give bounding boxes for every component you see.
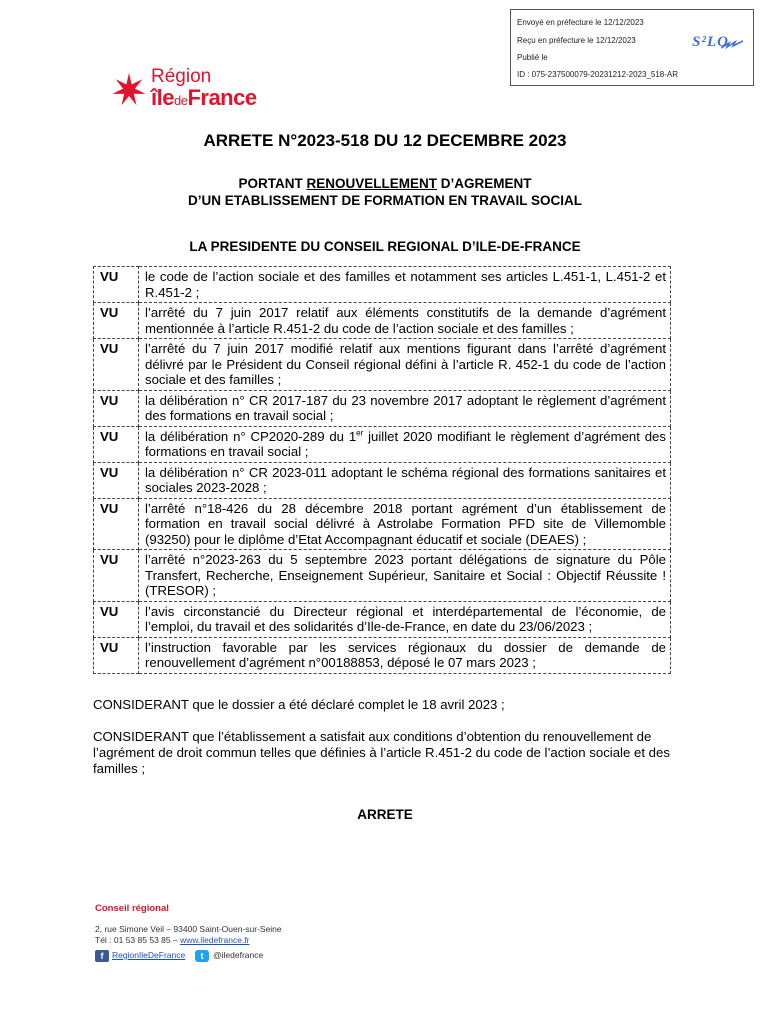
twitter-handle[interactable]: @iledefrance xyxy=(213,950,264,960)
vu-text xyxy=(139,426,671,462)
star-icon xyxy=(111,72,147,108)
considerant-1: CONSIDERANT que le dossier a été déclaré complet le 18 avril 2023 ; xyxy=(93,697,505,712)
facebook-icon[interactable]: f xyxy=(95,950,109,962)
vu-text: le code de l’action sociale et des familles et notamment ses articles L.451-1, L.451-2 et R.451-2 ; xyxy=(139,267,671,303)
vu-label: VU xyxy=(94,637,139,673)
vu-row xyxy=(94,498,671,550)
vu-row xyxy=(94,339,671,391)
president-heading: LA PRESIDENTE DU CONSEIL REGIONAL D’ILE-DE-FRANCE xyxy=(189,239,581,254)
facebook-link[interactable]: RegionIleDeFrance xyxy=(112,950,186,960)
stamp-received-date: Reçu en préfecture le 12/12/2023 xyxy=(517,36,636,45)
stamp-id: ID : 075-237500079-20231212-2023_518-AR xyxy=(517,70,679,79)
logo-france: France xyxy=(187,85,257,110)
slo-logo-swoosh xyxy=(721,40,743,50)
twitter-icon[interactable]: t xyxy=(195,950,209,962)
vu-row xyxy=(94,303,671,339)
subtitle-line-2: D’UN ETABLISSEMENT DE FORMATION EN TRAVAIL SOCIAL xyxy=(188,193,582,208)
vu-text: l’arrêté du 7 juin 2017 relatif aux éléments constitutifs de la demande d’agrément mentionnée à l’article R.451-2 du code de l’action sociale et des familles ; xyxy=(139,303,671,339)
vu-label: VU xyxy=(94,339,139,391)
vu-row xyxy=(94,426,671,462)
vu-label: VU xyxy=(94,267,139,303)
footer-tel: Tél : 01 53 85 53 85 – xyxy=(95,935,181,945)
vu-row xyxy=(94,267,671,303)
vu-text: la délibération n° CR 2023-011 adoptant le schéma régional des formations sanitaires et sociales 2023-2028 ; xyxy=(139,462,671,498)
vu-text: l’instruction favorable par les services régionaux du dossier de demande de renouvellement d’agrément n°00188853, déposé le 07 mars 2023 ; xyxy=(139,637,671,673)
logo-idf-text xyxy=(151,85,257,111)
prefecture-stamp xyxy=(510,9,754,86)
vu-text: l’arrêté n°18-426 du 28 décembre 2018 portant agrément d’un établissement de formation en travail social délivré à Astrolabe Formation PFD site de Villemomble (93250) pour le diplôme d’Etat Accompagnant éducatif et sociale (DEAES) ; xyxy=(139,498,671,550)
arrete-heading: ARRETE xyxy=(357,807,413,822)
vu-text: l’arrêté n°2023-263 du 5 septembre 2023 portant délégations de signature du Pôle Transfert, Recherche, Enseignement Supérieur, Sanitaire et Social : Objectif Réussite ! (TRESOR) ; xyxy=(139,550,671,602)
subtitle-part1: PORTANT xyxy=(238,176,307,191)
region-logo xyxy=(111,68,301,118)
logo-de: de xyxy=(173,93,188,108)
vu-label: VU xyxy=(94,426,139,462)
considerant-2: CONSIDERANT que l’établissement a satisfait aux conditions d’obtention du renouvellement de l’agrément de droit commun telles que définies à l’article R.451-2 du code de l’action sociale et des familles ; xyxy=(93,729,670,776)
vu-text: l’avis circonstancié du Directeur régional et interdépartemental de l’économie, de l’emploi, du travail et des solidarités d’Ile-de-France, en date du 23/06/2023 ; xyxy=(139,601,671,637)
footer-title: Conseil régional xyxy=(95,903,169,914)
footer-address: 2, rue Simone Veil – 93400 Saint-Ouen-sur-Seine xyxy=(95,924,282,934)
slo-logo: S²LO xyxy=(692,34,729,50)
subtitle-part2: D’AGREMENT xyxy=(437,176,532,191)
subtitle-underlined: RENOUVELLEMENT xyxy=(306,176,437,191)
vu-row xyxy=(94,550,671,602)
vu-text: la délibération n° CR 2017-187 du 23 novembre 2017 adoptant le règlement d’agrément des formations en travail social ; xyxy=(139,390,671,426)
vu-table xyxy=(93,266,671,674)
logo-region-text: Région xyxy=(151,66,212,87)
vu-row xyxy=(94,601,671,637)
vu-label: VU xyxy=(94,601,139,637)
logo-ile: île xyxy=(151,85,174,110)
footer-contact xyxy=(95,935,282,946)
footer-address-block xyxy=(95,924,282,946)
vu-row xyxy=(94,462,671,498)
stamp-sent-date: Envoyé en préfecture le 12/12/2023 xyxy=(517,18,644,27)
vu5-sup: er xyxy=(356,428,364,438)
vu-label: VU xyxy=(94,303,139,339)
vu5-rest: juillet 2020 modifiant le règlement d’agrément des formations en travail social ; xyxy=(145,428,666,459)
vu5-start: la délibération n° CP2020-289 du 1 xyxy=(145,428,357,444)
footer-website-link[interactable]: www.iledefrance.fr xyxy=(180,935,250,945)
page-title: ARRETE N°2023-518 DU 12 DECEMBRE 2023 xyxy=(203,131,567,150)
vu-label: VU xyxy=(94,462,139,498)
vu-label: VU xyxy=(94,498,139,550)
vu-text: l’arrêté du 7 juin 2017 modifié relatif aux mentions figurant dans l’arrêté d’agrément délivré par le Président du Conseil régional défini à l’article R. 452-1 du code de l’action sociale et des familles ; xyxy=(139,339,671,391)
vu-row xyxy=(94,637,671,673)
vu-label: VU xyxy=(94,550,139,602)
vu-row xyxy=(94,390,671,426)
subtitle-line-1 xyxy=(0,176,770,191)
stamp-published: Publié le xyxy=(517,53,548,62)
vu-label: VU xyxy=(94,390,139,426)
